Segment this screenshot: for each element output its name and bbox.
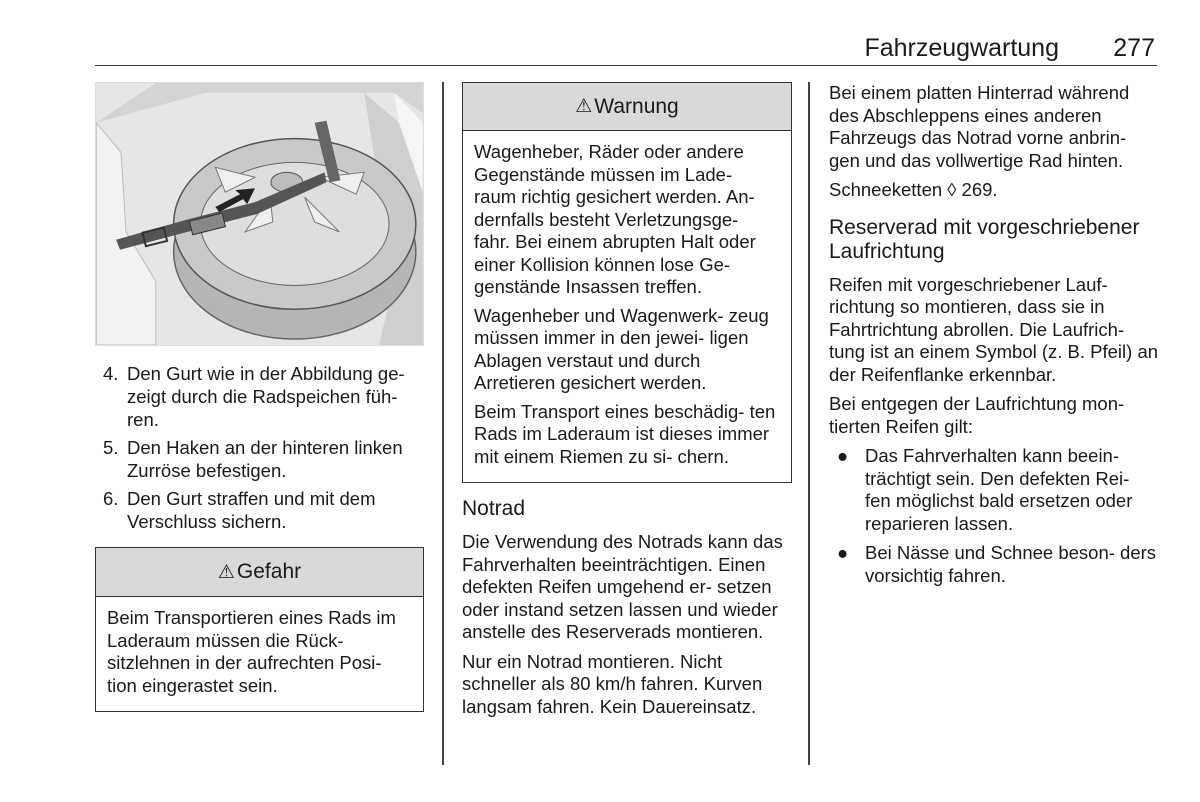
step-number: 5. xyxy=(103,437,119,458)
column-divider-2 xyxy=(808,82,810,765)
step-text: Den Gurt wie in der Abbildung ge- zeigt durch die Radspeichen füh- ren. xyxy=(127,363,405,430)
list-item xyxy=(103,362,424,431)
section-heading: Reserverad mit vorgeschriebener Laufrichtung xyxy=(829,215,1140,263)
warning-box-header xyxy=(463,83,791,131)
warning-paragraph: Wagenheber, Räder oder andere Gegenstände müssen im Lade- raum richtig gesichert werden. An- dernfalls besteht Verletzungsge- fahr. Bei einem abrupten Halt oder einer Kollision können lose Ge- genstände Insassen treffen. xyxy=(474,141,756,297)
step-number: 4. xyxy=(103,363,119,384)
bullet-icon: ● xyxy=(837,542,849,563)
page-number: 277 xyxy=(1113,34,1155,62)
danger-text: Beim Transportieren eines Rads im Laderaum müssen die Rück- sitzlehnen in der aufrechten Posi- tion eingerastet sein. xyxy=(107,607,396,696)
column-right xyxy=(829,82,1159,594)
spare-wheel-illustration xyxy=(95,82,424,346)
paragraph: Nur ein Notrad montieren. Nicht schneller als 80 km/h fahren. Kurven langsam fahren. Kein Dauereinsatz. xyxy=(462,650,763,717)
list-item xyxy=(103,487,424,533)
danger-box xyxy=(95,547,424,712)
paragraph: Bei entgegen der Laufrichtung mon- tierten Reifen gilt: xyxy=(829,393,1125,437)
column-divider-1 xyxy=(442,82,444,765)
paragraph: Die Verwendung des Notrads kann das Fahrverhalten beeinträchtigen. Einen defekten Reifen umgehend er- setzen oder instand setzen lassen und wieder anstelle des Reserverads montieren. xyxy=(462,531,783,642)
notrad-section xyxy=(462,497,792,718)
list-item xyxy=(103,436,424,482)
step-text: Den Gurt straffen und mit dem Verschluss sichern. xyxy=(127,488,376,532)
bullet-icon: ● xyxy=(837,445,849,466)
section-heading: Notrad xyxy=(462,497,526,520)
warning-paragraph: Wagenheber und Wagenwerk- zeug müssen immer in den jewei- ligen Ablagen verstaut und durch Arretieren gesichert werden. xyxy=(474,304,769,393)
page-header xyxy=(95,28,1157,66)
column-left xyxy=(95,82,424,712)
warning-triangle-icon: ⚠ xyxy=(575,96,593,117)
bullet-text: Bei Nässe und Schnee beson- ders vorsichtig fahren. xyxy=(865,542,1157,586)
step-number: 6. xyxy=(103,488,119,509)
paragraph: Reifen mit vorgeschriebener Lauf- richtung so montieren, dass sie in Fahrtrichtung abrollen. Die Laufrich- tung ist an einem Symbol (z. B. Pfeil) an der Reifenflanke erkennbar. xyxy=(829,273,1159,385)
warning-box xyxy=(462,82,792,483)
paragraph: Bei einem platten Hinterrad während des Abschleppens eines anderen Fahrzeugs das Notrad vorne anbrin- gen und das vollwertige Rad hinten. xyxy=(829,82,1130,171)
danger-box-header xyxy=(96,548,423,597)
list-item xyxy=(837,542,1159,587)
cross-reference: Schneeketten ◊ 269. xyxy=(829,179,998,200)
bullet-list xyxy=(829,445,1159,587)
danger-title: Gefahr xyxy=(236,560,302,583)
list-item xyxy=(837,445,1159,535)
chapter-title: Fahrzeugwartung xyxy=(864,34,1059,62)
danger-box-body xyxy=(96,597,423,711)
step-text: Den Haken an der hinteren linken Zurröse befestigen. xyxy=(127,437,403,481)
warning-title: Warnung xyxy=(594,94,679,118)
column-middle xyxy=(462,82,792,725)
bullet-text: Das Fahrverhalten kann beein- trächtigt sein. Den defekten Rei- fen möglichst bald ersetzen oder reparieren lassen. xyxy=(865,445,1133,534)
warning-paragraph: Beim Transport eines beschädig- ten Rads im Laderaum ist dieses immer mit einem Riemen zu si- chern. xyxy=(474,400,776,467)
warning-triangle-icon: ⚠ xyxy=(217,561,235,583)
instruction-steps xyxy=(95,362,424,533)
warning-box-body xyxy=(463,131,791,482)
